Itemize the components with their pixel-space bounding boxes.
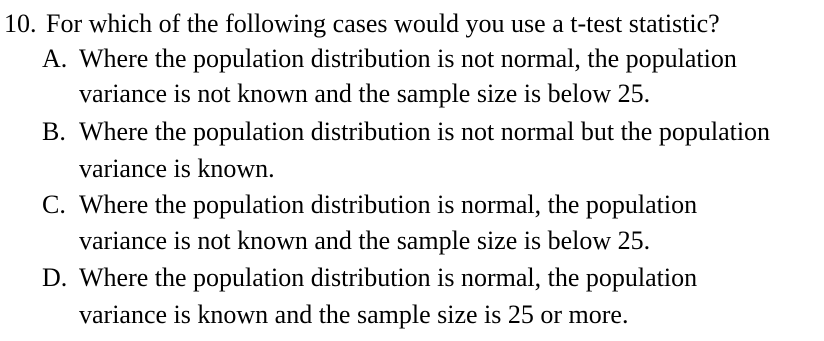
option-b [42,117,770,147]
option-c-text-line2: variance is not known and the sample size is below 25. [79,226,651,255]
option-b-text-line2: variance is known. [79,154,275,183]
option-d-text-line2: variance is known and the sample size is 25 or more. [79,300,629,329]
option-d-letter: D. [42,263,68,292]
option-c-letter: C. [42,190,66,219]
option-a-text-line2: variance is not known and the sample size is below 25. [79,79,651,108]
option-b-text-line1: Where the population distribution is not normal but the population [79,117,771,146]
question-text: For which of the following cases would you use a t-test statistic? [46,9,720,38]
option-a-letter: A. [42,44,68,73]
option-b-letter: B. [42,117,66,146]
question-stem [4,9,720,39]
option-d [42,263,697,293]
option-d-text-line1: Where the population distribution is normal, the population [79,263,698,292]
option-c-text-line1: Where the population distribution is normal, the population [79,190,698,219]
option-c [42,190,697,220]
option-a [42,44,737,74]
question-number: 10. [4,9,37,38]
option-a-text-line1: Where the population distribution is not normal, the population [79,44,737,73]
